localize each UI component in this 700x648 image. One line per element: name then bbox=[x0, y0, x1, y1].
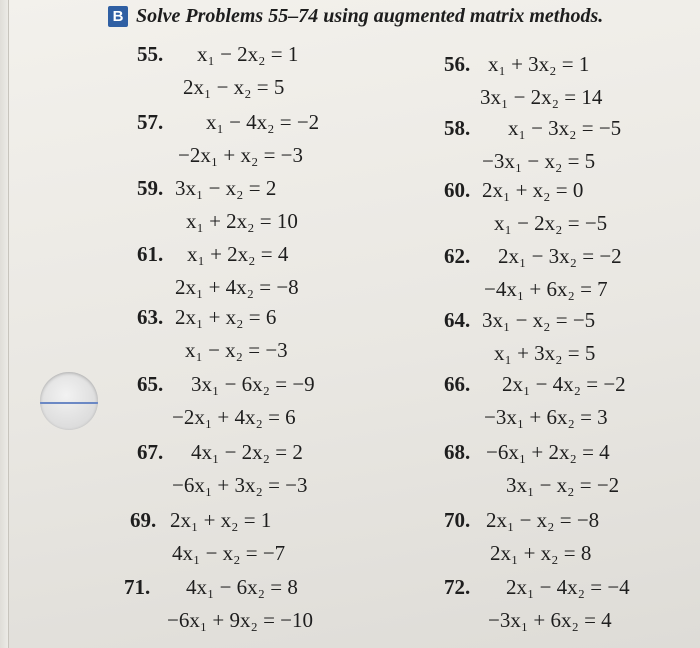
problem-number: 55. bbox=[137, 42, 164, 66]
equation-1: 2x₁ + x₂ = 1 bbox=[170, 508, 272, 532]
equation-1: x₁ − 4x₂ = −2 bbox=[206, 110, 320, 134]
equation-2: 2x₁ + 4x₂ = −8 bbox=[175, 275, 299, 299]
section-header bbox=[108, 5, 603, 28]
equation-2: −3x₁ − x₂ = 5 bbox=[482, 149, 596, 173]
equation-1: 4x₁ − 2x₂ = 2 bbox=[191, 440, 303, 464]
problem-number: 65. bbox=[137, 372, 164, 396]
equation-1: x₁ + 2x₂ = 4 bbox=[187, 242, 289, 266]
problem-number: 64. bbox=[444, 308, 471, 332]
problem-number: 66. bbox=[444, 372, 471, 396]
equation-2: −3x₁ + 6x₂ = 3 bbox=[484, 405, 608, 429]
problem-number: 63. bbox=[137, 305, 164, 329]
equation-1: 2x₁ − x₂ = −8 bbox=[486, 508, 600, 532]
problem-number: 71. bbox=[124, 575, 151, 599]
equation-2: x₁ + 2x₂ = 10 bbox=[186, 209, 298, 233]
equation-2: 4x₁ − x₂ = −7 bbox=[172, 541, 286, 565]
equation-1: 2x₁ − 4x₂ = −2 bbox=[502, 372, 626, 396]
section-instruction: Solve Problems 55–74 using augmented matrix methods. bbox=[136, 5, 604, 27]
problem-number: 59. bbox=[137, 176, 164, 200]
equation-2: 2x₁ − x₂ = 5 bbox=[183, 75, 285, 99]
equation-2: 3x₁ − 2x₂ = 14 bbox=[480, 85, 603, 109]
equation-1: 3x₁ − 6x₂ = −9 bbox=[191, 372, 315, 396]
equation-2: x₁ − 2x₂ = −5 bbox=[494, 211, 608, 235]
equation-1: 3x₁ − x₂ = 2 bbox=[175, 176, 277, 200]
equation-2: −3x₁ + 6x₂ = 4 bbox=[488, 608, 612, 632]
equation-2: x₁ − x₂ = −3 bbox=[185, 338, 288, 362]
problem-number: 56. bbox=[444, 52, 471, 76]
equation-2: −6x₁ + 9x₂ = −10 bbox=[167, 608, 314, 632]
problem-number: 67. bbox=[137, 440, 164, 464]
equation-2: −6x₁ + 3x₂ = −3 bbox=[172, 473, 308, 497]
equation-1: 2x₁ − 3x₂ = −2 bbox=[498, 244, 622, 268]
hole-rule-line bbox=[40, 402, 98, 404]
equation-1: 2x₁ + x₂ = 6 bbox=[175, 305, 277, 329]
problem-number: 57. bbox=[137, 110, 164, 134]
equation-1: x₁ + 3x₂ = 1 bbox=[488, 52, 590, 76]
equation-1: 2x₁ − 4x₂ = −4 bbox=[506, 575, 630, 599]
equation-2: x₁ + 3x₂ = 5 bbox=[494, 341, 596, 365]
problem-number: 62. bbox=[444, 244, 471, 268]
problem-number: 70. bbox=[444, 508, 471, 532]
equation-1: −6x₁ + 2x₂ = 4 bbox=[486, 440, 610, 464]
equation-1: x₁ − 3x₂ = −5 bbox=[508, 116, 622, 140]
equation-2: 3x₁ − x₂ = −2 bbox=[506, 473, 620, 497]
section-badge: B bbox=[108, 6, 128, 27]
binder-hole bbox=[40, 372, 98, 430]
equation-1: 3x₁ − x₂ = −5 bbox=[482, 308, 596, 332]
equation-2: −4x₁ + 6x₂ = 7 bbox=[484, 277, 608, 301]
equation-1: 2x₁ + x₂ = 0 bbox=[482, 178, 584, 202]
equation-2: −2x₁ + 4x₂ = 6 bbox=[172, 405, 296, 429]
equation-2: 2x₁ + x₂ = 8 bbox=[490, 541, 592, 565]
equation-1: 4x₁ − 6x₂ = 8 bbox=[186, 575, 298, 599]
problem-number: 68. bbox=[444, 440, 471, 464]
page-margin bbox=[0, 0, 9, 648]
equation-1: x₁ − 2x₂ = 1 bbox=[197, 42, 299, 66]
problem-number: 69. bbox=[130, 508, 157, 532]
problem-number: 58. bbox=[444, 116, 471, 140]
problem-number: 60. bbox=[444, 178, 471, 202]
equation-2: −2x₁ + x₂ = −3 bbox=[178, 143, 304, 167]
problem-number: 61. bbox=[137, 242, 164, 266]
problem-number: 72. bbox=[444, 575, 471, 599]
